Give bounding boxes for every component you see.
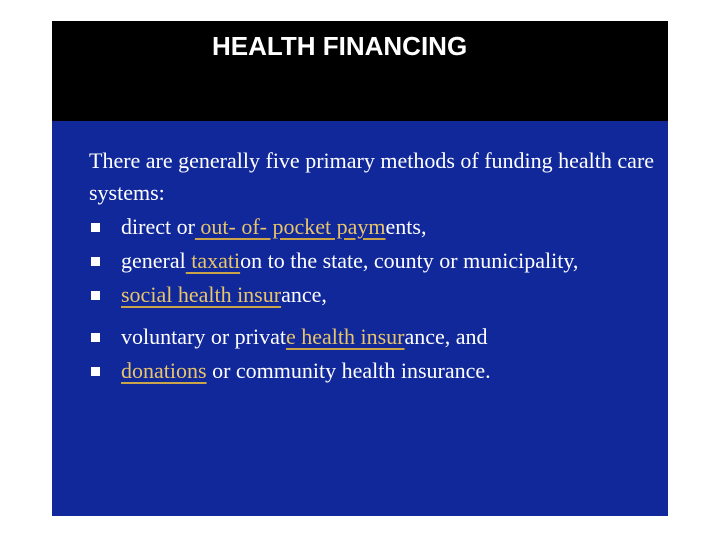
list-item: [89, 279, 664, 313]
item-link[interactable]: e health insur: [285, 324, 405, 349]
slide: [52, 21, 668, 516]
list-item: [89, 211, 664, 245]
item-text: ents,: [385, 214, 427, 239]
list-item: [89, 321, 664, 355]
intro-text: There are generally five primary methods of funding health care systems:: [89, 148, 655, 205]
slide-title: HEALTH FINANCING: [212, 31, 468, 61]
square-bullet-icon: [91, 291, 100, 300]
item-link[interactable]: out- of- pocket paym: [194, 214, 386, 239]
item-text: general: [121, 248, 186, 273]
title-bar: [52, 21, 668, 121]
item-link[interactable]: taxati: [185, 248, 241, 273]
item-link[interactable]: social health insur: [121, 282, 282, 307]
item-link[interactable]: donations: [121, 358, 207, 383]
item-text: on to the state, county or municipality,: [240, 248, 579, 273]
item-text: ance,: [281, 282, 327, 307]
item-text: or community health insurance.: [206, 358, 491, 383]
list-item: [89, 355, 664, 389]
list-item: [89, 245, 664, 279]
square-bullet-icon: [91, 333, 100, 342]
slide-content: [89, 145, 664, 389]
square-bullet-icon: [91, 223, 100, 232]
square-bullet-icon: [91, 367, 100, 376]
item-text: voluntary or privat: [121, 324, 286, 349]
square-bullet-icon: [91, 257, 100, 266]
item-text: ance, and: [404, 324, 488, 349]
funding-methods-list: [89, 211, 664, 389]
item-text: direct or: [121, 214, 195, 239]
